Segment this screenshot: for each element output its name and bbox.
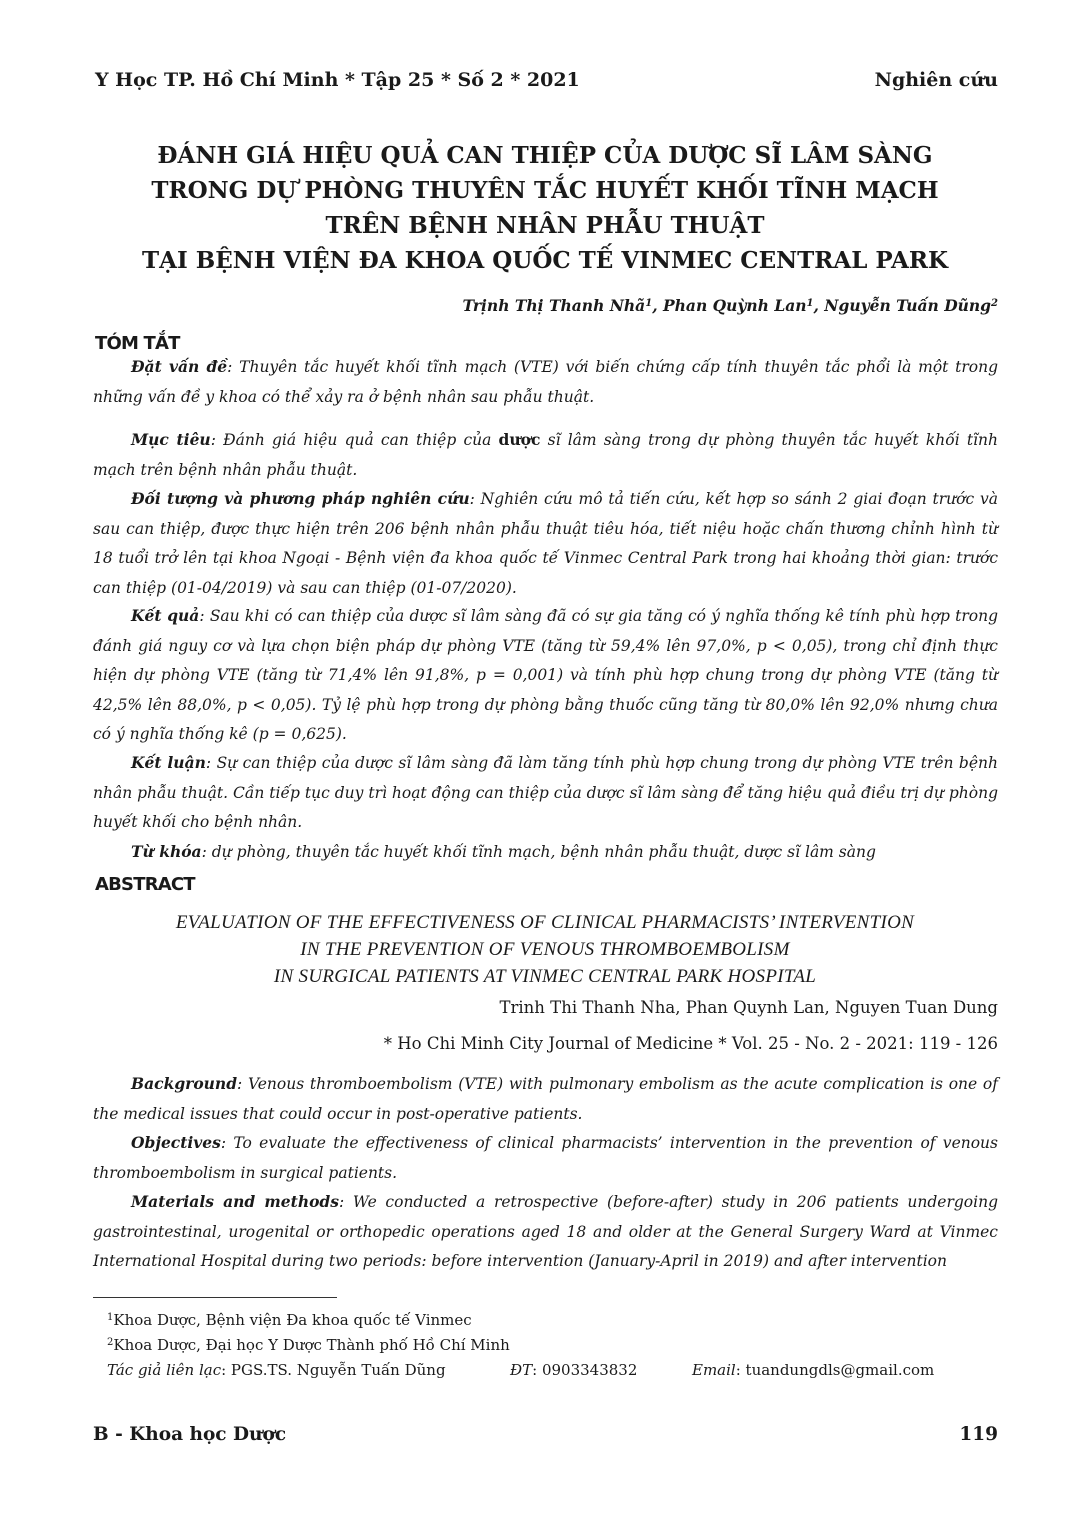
keywords-label: Từ khóa [131, 842, 202, 861]
summary-results [93, 601, 998, 750]
objective-emphasis: dược [498, 430, 541, 449]
abstract-title-line: IN THE PREVENTION OF VENOUS THROMBOEMBOLISM [300, 939, 790, 960]
summary-objective [93, 425, 998, 485]
title-line: TẠI BỆNH VIỆN ĐA KHOA QUỐC TẾ VINMEC CENTRAL PARK [142, 247, 948, 274]
affiliation-mark: 2 [991, 298, 998, 309]
author-list [462, 296, 998, 315]
background-label: Đặt vấn đề [131, 357, 228, 376]
affiliation-mark: 1 [645, 298, 653, 309]
running-header [95, 69, 998, 91]
article-title [60, 138, 1030, 278]
conclusion-label: Kết luận [131, 753, 206, 772]
objectives-text: : To evaluate the effectiveness of clinical pharmacists’ intervention in the prevention of venous thromboembolism in surgical patients. [93, 1134, 998, 1182]
abstract-heading: ABSTRACT [95, 874, 195, 895]
results-text: : Sau khi có can thiệp của dược sĩ lâm sàng đã có sự gia tăng có ý nghĩa thống kê tính phù hợp trong đánh giá nguy cơ và lựa chọn biện pháp dự phòng VTE (tăng từ 59,4% lên 97,0%, p < 0,05), trong chỉ định thực hiện dự phòng VTE (tăng từ 71,4% lên 91,8%, p = 0,001) và tính phù hợp chung trong dự phòng VTE (tăng từ 42,5% lên 88,0%, p < 0,05). Tỷ lệ phù hợp trong dự phòng bằng thuốc cũng tăng từ 80,0% lên 92,0% nhưng chưa có ý nghĩa thống kê (p = 0,625). [93, 607, 998, 743]
summary-heading: TÓM TẮT [95, 333, 180, 354]
summary-keywords [93, 837, 998, 868]
author-name: Trịnh Thị Thanh Nhã [462, 296, 646, 315]
title-line: ĐÁNH GIÁ HIỆU QUẢ CAN THIỆP CỦA DƯỢC SĨ LÂM SÀNG [157, 142, 933, 169]
footnote-mark: 1 [107, 1312, 114, 1323]
email-label: Email [692, 1361, 736, 1379]
summary-background [93, 352, 998, 412]
methods-text: : Nghiên cứu mô tả tiến cứu, kết hợp so sánh 2 giai đoạn trước và sau can thiệp, được thực hiện trên 206 bệnh nhân phẫu thuật tiêu hóa, tiết niệu hoặc chấn thương chỉnh hình từ 18 tuổi trở lên tại khoa Ngoại - Bệnh viện đa khoa quốc tế Vinmec Central Park trong hai khoảng thời gian: trước can thiệp (01-04/2019) và sau can thiệp (01-07/2020). [93, 490, 998, 597]
footnote-affiliation-2 [107, 1336, 510, 1354]
background-text: : Thuyên tắc huyết khối tĩnh mạch (VTE) với biến chứng cấp tính thuyên tắc phổi là một trong những vấn đề y khoa có thể xảy ra ở bệnh nhân sau phẫu thuật. [93, 358, 999, 406]
abstract-title-line: EVALUATION OF THE EFFECTIVENESS OF CLINICAL PHARMACISTS’ INTERVENTION [175, 912, 915, 933]
footnote-text: Khoa Dược, Bệnh viện Đa khoa quốc tế Vinmec [113, 1311, 472, 1329]
title-line: TRONG DỰ PHÒNG THUYÊN TẮC HUYẾT KHỐI TĨNH MẠCH [151, 177, 939, 204]
email-address: : tuandungdls@gmail.com [735, 1361, 935, 1379]
keywords-text: : dự phòng, thuyên tắc huyết khối tĩnh mạch, bệnh nhân phẫu thuật, dược sĩ lâm sàng [201, 843, 876, 861]
contact-phone [510, 1361, 637, 1379]
author-name: , Phan Quỳnh Lan [652, 296, 807, 315]
background-text: : Venous thromboembolism (VTE) with pulmonary embolism as the acute complication is one of the medical issues that could occur in post-operative patients. [93, 1075, 998, 1123]
objectives-label: Objectives [131, 1133, 221, 1152]
author-name: , Nguyễn Tuấn Dũng [813, 296, 992, 315]
abstract-authors: Trinh Thi Thanh Nha, Phan Quynh Lan, Nguyen Tuan Dung [499, 998, 998, 1017]
methods-label: Materials and methods [131, 1192, 339, 1211]
title-line: TRÊN BỆNH NHÂN PHẪU THUẬT [325, 212, 765, 239]
abstract-title [60, 909, 1030, 990]
summary-conclusion [93, 748, 998, 838]
page-number: 119 [959, 1424, 998, 1445]
results-label: Kết quả [131, 606, 200, 625]
abstract-methods [93, 1187, 998, 1277]
objective-label: Mục tiêu [131, 430, 211, 449]
contact-label: Tác giả liên lạc [107, 1361, 222, 1379]
running-footer [93, 1424, 998, 1445]
abstract-objectives [93, 1128, 998, 1188]
phone-number: : 0903343832 [532, 1361, 638, 1379]
affiliation-mark: 1 [806, 298, 814, 309]
journal-name: Y Học TP. Hồ Chí Minh * Tập 25 * Số 2 * 2021 [95, 69, 580, 91]
methods-text: : We conducted a retrospective (before-after) study in 206 patients undergoing gastrointestinal, urogenital or orthopedic operations aged 18 and older at the General Surgery Ward at Vinmec International Hospital during two periods: before intervention (January-April in 2019) and after intervention [93, 1193, 998, 1270]
background-label: Background [131, 1074, 238, 1093]
phone-label: ĐT [510, 1361, 533, 1379]
conclusion-text: : Sự can thiệp của dược sĩ lâm sàng đã làm tăng tính phù hợp chung trong dự phòng VTE trên bệnh nhân phẫu thuật. Cần tiếp tục duy trì hoạt động can thiệp của dược sĩ lâm sàng để tăng hiệu quả điều trị dự phòng huyết khối cho bệnh nhân. [93, 754, 998, 831]
summary-methods [93, 484, 998, 603]
abstract-background [93, 1069, 998, 1129]
contact-email [692, 1361, 934, 1379]
footnote-divider [93, 1297, 337, 1298]
objective-text: : Đánh giá hiệu quả can thiệp của [210, 431, 499, 449]
footnote-mark: 2 [107, 1337, 114, 1348]
methods-label: Đối tượng và phương pháp nghiên cứu [131, 489, 470, 508]
objective-text: sĩ lâm sàng trong dự phòng thuyên tắc huyết khối tĩnh mạch trên bệnh nhân phẫu thuật. [93, 431, 998, 479]
footnote-affiliation-1 [107, 1311, 472, 1329]
abstract-citation: * Ho Chi Minh City Journal of Medicine * Vol. 25 - No. 2 - 2021: 119 - 126 [383, 1034, 998, 1053]
footer-section: B - Khoa học Dược [93, 1424, 287, 1445]
article-type: Nghiên cứu [874, 69, 998, 91]
contact-name: : PGS.TS. Nguyễn Tuấn Dũng [221, 1361, 446, 1379]
footnote-text: Khoa Dược, Đại học Y Dược Thành phố Hồ Chí Minh [113, 1336, 510, 1354]
abstract-title-line: IN SURGICAL PATIENTS AT VINMEC CENTRAL PARK HOSPITAL [273, 966, 817, 987]
